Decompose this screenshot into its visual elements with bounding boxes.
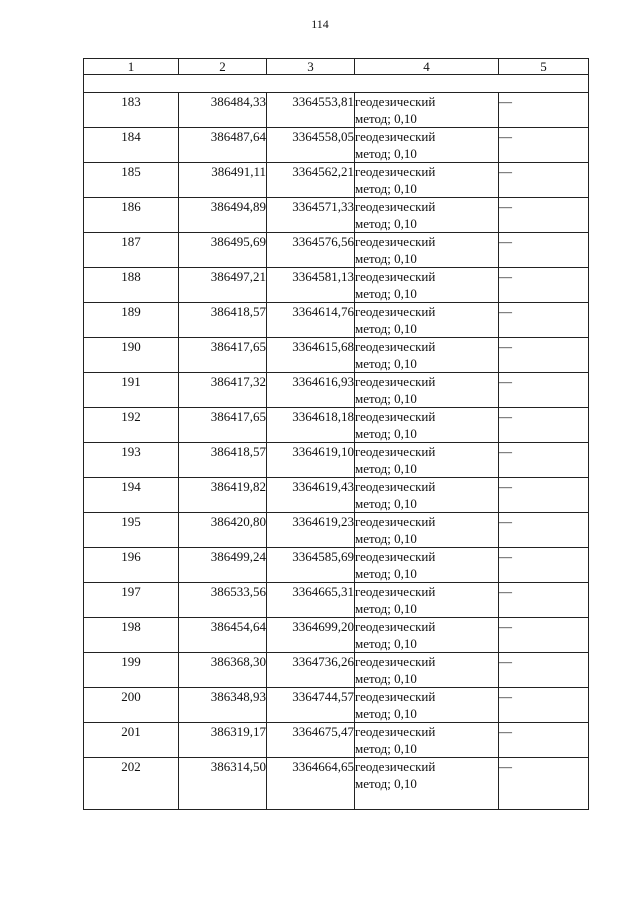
method-cell — [355, 618, 499, 653]
method-line: метод; 0,10 — [355, 461, 417, 476]
x-coordinate-cell: 386494,89 — [179, 198, 267, 233]
note-cell: — — [499, 268, 589, 303]
y-coordinate-cell: 3364615,68 — [267, 338, 355, 373]
note-cell: — — [499, 303, 589, 338]
note-cell: — — [499, 653, 589, 688]
method-line: геодезический — [355, 759, 436, 774]
table-row — [84, 373, 589, 408]
y-coordinate-cell: 3364558,05 — [267, 128, 355, 163]
note-cell: — — [499, 688, 589, 723]
x-coordinate-cell: 386484,33 — [179, 93, 267, 128]
table-row — [84, 93, 589, 128]
x-coordinate-cell: 386418,57 — [179, 443, 267, 478]
table-row — [84, 303, 589, 338]
point-number-cell: 202 — [84, 758, 179, 810]
spacer-cell — [84, 75, 589, 93]
y-coordinate-cell: 3364576,56 — [267, 233, 355, 268]
point-number-cell: 196 — [84, 548, 179, 583]
method-cell — [355, 303, 499, 338]
table-row — [84, 163, 589, 198]
method-line: геодезический — [355, 304, 436, 319]
x-coordinate-cell: 386418,57 — [179, 303, 267, 338]
method-line: геодезический — [355, 339, 436, 354]
column-header: 5 — [499, 59, 589, 75]
note-cell: — — [499, 723, 589, 758]
method-cell — [355, 513, 499, 548]
x-coordinate-cell: 386495,69 — [179, 233, 267, 268]
method-cell — [355, 653, 499, 688]
x-coordinate-cell: 386497,21 — [179, 268, 267, 303]
x-coordinate-cell: 386491,11 — [179, 163, 267, 198]
y-coordinate-cell: 3364553,81 — [267, 93, 355, 128]
method-line: метод; 0,10 — [355, 496, 417, 511]
note-cell: — — [499, 758, 589, 810]
method-line: геодезический — [355, 269, 436, 284]
method-cell — [355, 548, 499, 583]
y-coordinate-cell: 3364585,69 — [267, 548, 355, 583]
x-coordinate-cell: 386417,32 — [179, 373, 267, 408]
method-cell — [355, 408, 499, 443]
method-cell — [355, 478, 499, 513]
method-line: геодезический — [355, 584, 436, 599]
y-coordinate-cell: 3364744,57 — [267, 688, 355, 723]
point-number-cell: 185 — [84, 163, 179, 198]
method-cell — [355, 268, 499, 303]
method-line: метод; 0,10 — [355, 321, 417, 336]
point-number-cell: 201 — [84, 723, 179, 758]
method-line: метод; 0,10 — [355, 531, 417, 546]
point-number-cell: 193 — [84, 443, 179, 478]
method-line: геодезический — [355, 199, 436, 214]
x-coordinate-cell: 386319,17 — [179, 723, 267, 758]
method-line: геодезический — [355, 374, 436, 389]
method-cell — [355, 338, 499, 373]
point-number-cell: 199 — [84, 653, 179, 688]
method-line: метод; 0,10 — [355, 741, 417, 756]
method-line: геодезический — [355, 234, 436, 249]
note-cell: — — [499, 233, 589, 268]
table-row — [84, 688, 589, 723]
table-header-row — [84, 59, 589, 75]
method-line: метод; 0,10 — [355, 671, 417, 686]
method-line: геодезический — [355, 514, 436, 529]
point-number-cell: 188 — [84, 268, 179, 303]
point-number-cell: 190 — [84, 338, 179, 373]
note-cell: — — [499, 478, 589, 513]
point-number-cell: 183 — [84, 93, 179, 128]
table-row — [84, 233, 589, 268]
y-coordinate-cell: 3364664,65 — [267, 758, 355, 810]
point-number-cell: 186 — [84, 198, 179, 233]
table-row — [84, 548, 589, 583]
point-number-cell: 189 — [84, 303, 179, 338]
table-row — [84, 198, 589, 233]
table-row — [84, 128, 589, 163]
y-coordinate-cell: 3364562,21 — [267, 163, 355, 198]
method-cell — [355, 93, 499, 128]
point-number-cell: 191 — [84, 373, 179, 408]
method-line: геодезический — [355, 689, 436, 704]
method-cell — [355, 688, 499, 723]
note-cell: — — [499, 618, 589, 653]
method-line: метод; 0,10 — [355, 181, 417, 196]
method-cell — [355, 583, 499, 618]
x-coordinate-cell: 386419,82 — [179, 478, 267, 513]
coordinates-table — [83, 58, 589, 810]
point-number-cell: 200 — [84, 688, 179, 723]
note-cell: — — [499, 373, 589, 408]
method-cell — [355, 373, 499, 408]
x-coordinate-cell: 386487,64 — [179, 128, 267, 163]
method-line: метод; 0,10 — [355, 601, 417, 616]
x-coordinate-cell: 386420,80 — [179, 513, 267, 548]
table-row — [84, 583, 589, 618]
table-row — [84, 478, 589, 513]
method-line: метод; 0,10 — [355, 776, 417, 791]
method-line: метод; 0,10 — [355, 636, 417, 651]
y-coordinate-cell: 3364699,20 — [267, 618, 355, 653]
y-coordinate-cell: 3364571,33 — [267, 198, 355, 233]
table-row — [84, 338, 589, 373]
method-cell — [355, 233, 499, 268]
note-cell: — — [499, 548, 589, 583]
method-line: метод; 0,10 — [355, 566, 417, 581]
method-line: метод; 0,10 — [355, 356, 417, 371]
method-cell — [355, 723, 499, 758]
point-number-cell: 187 — [84, 233, 179, 268]
y-coordinate-cell: 3364619,10 — [267, 443, 355, 478]
method-cell — [355, 128, 499, 163]
method-line: метод; 0,10 — [355, 216, 417, 231]
method-line: метод; 0,10 — [355, 251, 417, 266]
method-line: метод; 0,10 — [355, 286, 417, 301]
table-spacer-row — [84, 75, 589, 93]
x-coordinate-cell: 386417,65 — [179, 408, 267, 443]
y-coordinate-cell: 3364736,26 — [267, 653, 355, 688]
method-line: геодезический — [355, 479, 436, 494]
point-number-cell: 197 — [84, 583, 179, 618]
x-coordinate-cell: 386368,30 — [179, 653, 267, 688]
x-coordinate-cell: 386417,65 — [179, 338, 267, 373]
method-line: геодезический — [355, 654, 436, 669]
method-line: метод; 0,10 — [355, 706, 417, 721]
x-coordinate-cell: 386533,56 — [179, 583, 267, 618]
table-row — [84, 723, 589, 758]
point-number-cell: 194 — [84, 478, 179, 513]
method-cell — [355, 443, 499, 478]
table-row — [84, 443, 589, 478]
table-row — [84, 618, 589, 653]
y-coordinate-cell: 3364619,23 — [267, 513, 355, 548]
y-coordinate-cell: 3364665,31 — [267, 583, 355, 618]
column-header: 1 — [84, 59, 179, 75]
method-line: геодезический — [355, 164, 436, 179]
point-number-cell: 198 — [84, 618, 179, 653]
note-cell: — — [499, 198, 589, 233]
y-coordinate-cell: 3364675,47 — [267, 723, 355, 758]
table-row — [84, 653, 589, 688]
note-cell: — — [499, 163, 589, 198]
table-row — [84, 268, 589, 303]
page-number: 114 — [311, 17, 329, 31]
note-cell: — — [499, 128, 589, 163]
y-coordinate-cell: 3364614,76 — [267, 303, 355, 338]
note-cell: — — [499, 443, 589, 478]
table-row — [84, 408, 589, 443]
column-header: 2 — [179, 59, 267, 75]
method-line: геодезический — [355, 444, 436, 459]
method-line: метод; 0,10 — [355, 111, 417, 126]
method-line: геодезический — [355, 619, 436, 634]
table-row — [84, 758, 589, 810]
method-line: геодезический — [355, 129, 436, 144]
y-coordinate-cell: 3364618,18 — [267, 408, 355, 443]
y-coordinate-cell: 3364619,43 — [267, 478, 355, 513]
column-header: 4 — [355, 59, 499, 75]
note-cell: — — [499, 583, 589, 618]
method-cell — [355, 758, 499, 810]
note-cell: — — [499, 408, 589, 443]
table-row — [84, 513, 589, 548]
note-cell: — — [499, 513, 589, 548]
x-coordinate-cell: 386314,50 — [179, 758, 267, 810]
method-line: метод; 0,10 — [355, 426, 417, 441]
point-number-cell: 192 — [84, 408, 179, 443]
point-number-cell: 184 — [84, 128, 179, 163]
x-coordinate-cell: 386348,93 — [179, 688, 267, 723]
y-coordinate-cell: 3364581,13 — [267, 268, 355, 303]
method-line: геодезический — [355, 724, 436, 739]
y-coordinate-cell: 3364616,93 — [267, 373, 355, 408]
method-line: геодезический — [355, 94, 436, 109]
x-coordinate-cell: 386499,24 — [179, 548, 267, 583]
point-number-cell: 195 — [84, 513, 179, 548]
note-cell: — — [499, 338, 589, 373]
method-line: геодезический — [355, 549, 436, 564]
method-line: метод; 0,10 — [355, 391, 417, 406]
method-cell — [355, 198, 499, 233]
column-header: 3 — [267, 59, 355, 75]
method-line: геодезический — [355, 409, 436, 424]
method-cell — [355, 163, 499, 198]
method-line: метод; 0,10 — [355, 146, 417, 161]
note-cell: — — [499, 93, 589, 128]
x-coordinate-cell: 386454,64 — [179, 618, 267, 653]
